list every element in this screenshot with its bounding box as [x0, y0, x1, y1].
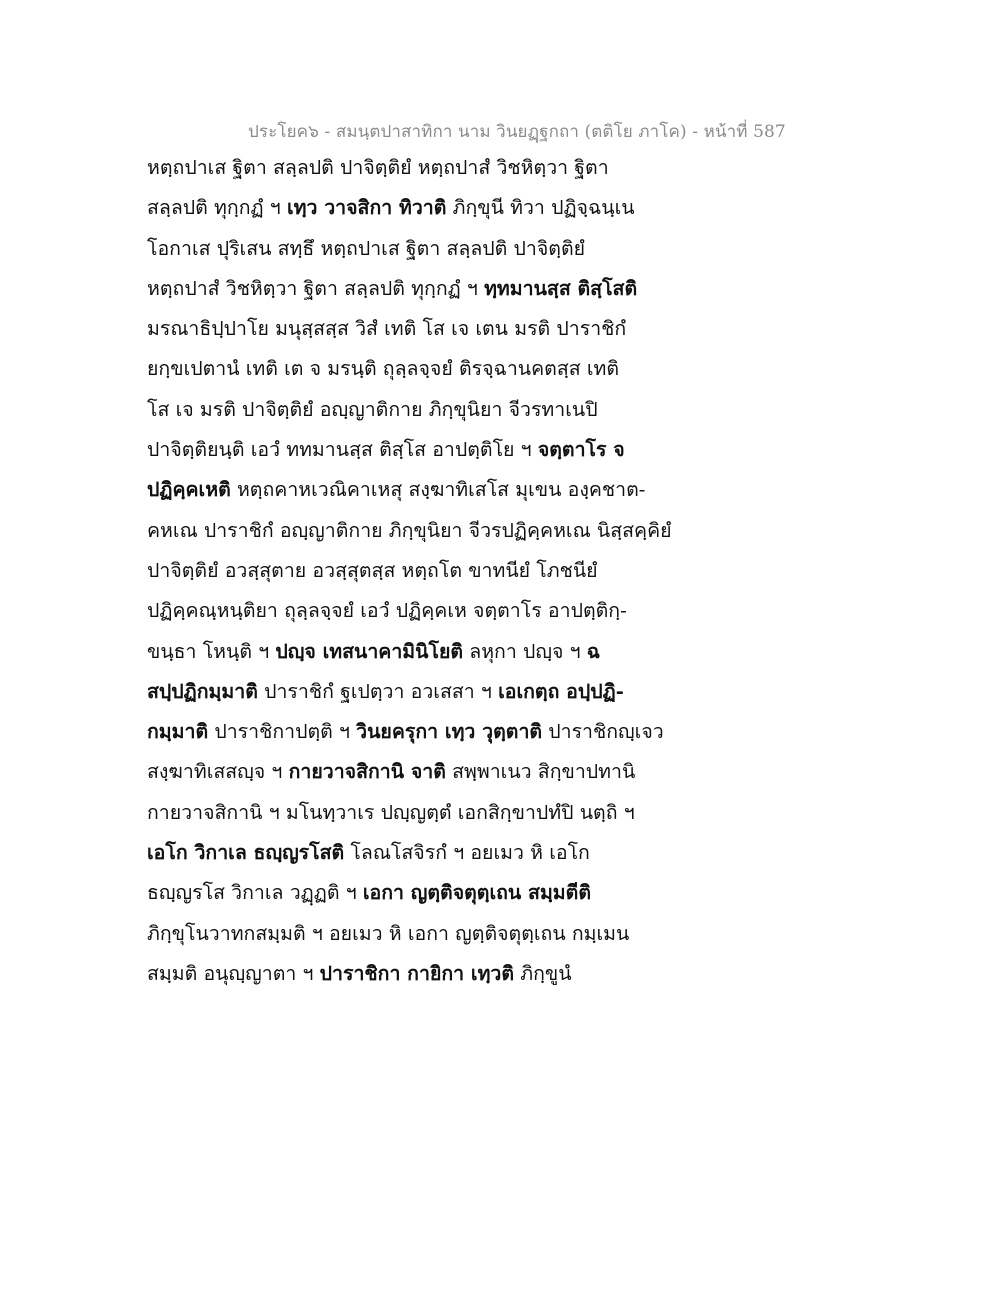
- text-segment: สมฺมติ อนุญฺญาตา ฯ: [147, 961, 320, 985]
- text-segment: โอกาเส ปุริเสน สทฺธึ หตฺถปาเส ฐิตา สลฺลปติ ปาจิตฺติยํ: [147, 236, 586, 260]
- text-segment: ปาราชิกาปตฺติ ฯ: [208, 720, 357, 744]
- text-segment: ภิกฺขุนี ทิวา ปฏิจฺฉนฺเน: [446, 196, 635, 220]
- text-line: [147, 269, 707, 309]
- text-line: [147, 349, 707, 389]
- text-line: [147, 954, 707, 994]
- text-segment: ขนฺธา โหนฺติ ฯ: [147, 639, 276, 663]
- text-line: [147, 511, 707, 551]
- text-segment: สงฺฆาทิเสสญฺจ ฯ: [147, 760, 289, 784]
- text-segment: สลฺลปติ ทุกฺกฏํ ฯ: [147, 196, 287, 220]
- text-line: [147, 188, 707, 228]
- text-segment: สพฺพาเนว สิกฺขาปทานิ: [445, 760, 636, 784]
- text-line: [147, 712, 707, 752]
- bold-term: ปาราชิกา กายิกา เทฺวติ: [319, 961, 515, 985]
- text-segment: มรณาธิปฺปาโย มนุสฺสสฺส วิสํ เทติ โส เจ เตน มรติ ปาราชิกํ: [147, 317, 627, 341]
- text-segment: คหเณ ปาราชิกํ อญฺญาติกาย ภิกฺขุนิยา จีวรปฏิคฺคหเณ นิสฺสคฺคิยํ: [147, 518, 672, 542]
- text-line: [147, 793, 707, 833]
- text-line: [147, 551, 707, 591]
- text-segment: ปาราชิกญฺเจว: [542, 720, 664, 744]
- text-line: [147, 390, 707, 430]
- text-segment: โลณโสจิรกํ ฯ อยเมว หิ เอโก: [344, 841, 590, 865]
- text-line: [147, 229, 707, 269]
- text-line: [147, 470, 707, 510]
- text-line: [147, 833, 707, 873]
- text-line: [147, 752, 707, 792]
- bold-term: ปฏิคฺคเหติ: [147, 478, 231, 502]
- bold-term: ปญฺจ เทสนาคามินิโยติ: [275, 639, 464, 663]
- text-segment: ภิกฺขูนํ: [514, 961, 572, 985]
- bold-term: ฉ: [586, 639, 601, 663]
- text-segment: หตฺถปาเส ฐิตา สลฺลปติ ปาจิตฺติยํ หตฺถปาสํ วิชหิตฺวา ฐิตา: [147, 156, 609, 179]
- text-segment: ภิกฺขุโนวาทกสมฺมติ ฯ อยเมว หิ เอกา ญตฺติจตุตฺเถน กมฺเมน: [147, 921, 630, 945]
- text-line: [147, 873, 707, 913]
- text-segment: หตฺถคาหเวณิคาเหสุ สงฺฆาทิเสโส มุเขน องฺคชาต-: [230, 478, 646, 502]
- text-line: [147, 914, 707, 954]
- text-segment: โส เจ มรติ ปาจิตฺติยํ อญฺญาติกาย ภิกฺขุนิยา จีวรทาเนปิ: [147, 397, 598, 421]
- text-line: [147, 672, 707, 712]
- bold-term: วินยครุกา เทฺว วุตฺตาติ: [356, 720, 543, 744]
- bold-term: เอเกตฺถ อปฺปฏิ-: [498, 679, 624, 703]
- text-segment: กายวาจสิกานิ ฯ มโนทฺวาเร ปญฺญตฺตํ เอกสิกฺขาปทํปิ นตฺถิ ฯ: [147, 800, 635, 824]
- bold-term: ทฺทมานสฺส ติสฺโสติ: [484, 276, 638, 300]
- text-segment: ปาจิตฺติยํ อวสฺสุตาย อวสฺสุตสฺส หตฺถโต ขาทนียํ โภชนียํ: [147, 558, 598, 582]
- bold-term: เทฺว วาจสิกา ทิวาติ: [286, 196, 447, 220]
- bold-term: เอกา ญตฺติจตุตฺเถน สมฺมตีติ: [362, 881, 591, 905]
- text-segment: ปาราชิกํ ฐเปตฺวา อวเสสา ฯ: [257, 679, 499, 703]
- text-line: [147, 632, 707, 672]
- text-segment: หตฺถปาสํ วิชหิตฺวา ฐิตา สลฺลปติ ทุกฺกฏํ ฯ: [147, 276, 485, 300]
- text-segment: ลหุกา ปญฺจ ฯ: [463, 639, 587, 663]
- bold-term: จตฺตาโร จ: [537, 438, 625, 462]
- text-line: [147, 148, 707, 188]
- text-segment: ธญฺญรโส วิกาเล วฏฺฏติ ฯ: [147, 881, 363, 905]
- text-line: [147, 309, 707, 349]
- text-line: [147, 591, 707, 631]
- bold-term: กายวาจสิกานิ จาติ: [288, 760, 446, 784]
- bold-term: สปฺปฏิกมฺมาติ: [147, 679, 258, 703]
- bold-term: กมฺมาติ: [147, 720, 209, 744]
- page-header: ประโยค๖ - สมนฺตปาสาทิกา นาม วินยฏฺฐกถา (ตติโย ภาโค) - หน้าที่ 587: [248, 122, 786, 142]
- text-segment: ยกฺขเปตานํ เทติ เต จ มรนฺติ ถุลฺลจฺจยํ ติรจฺฉานคตสฺส เทติ: [147, 357, 619, 381]
- text-segment: ปฏิคฺคณฺหนฺติยา ถุลฺลจฺจยํ เอวํ ปฏิคฺคเห จตฺตาโร อาปตฺติกฺ-: [147, 599, 627, 623]
- text-segment: ปาจิตฺติยนฺติ เอวํ ททมานสฺส ติสฺโส อาปตฺติโย ฯ: [147, 438, 538, 462]
- text-line: [147, 430, 707, 470]
- body-text: [147, 148, 707, 994]
- bold-term: เอโก วิกาเล ธญฺญรโสติ: [147, 841, 345, 865]
